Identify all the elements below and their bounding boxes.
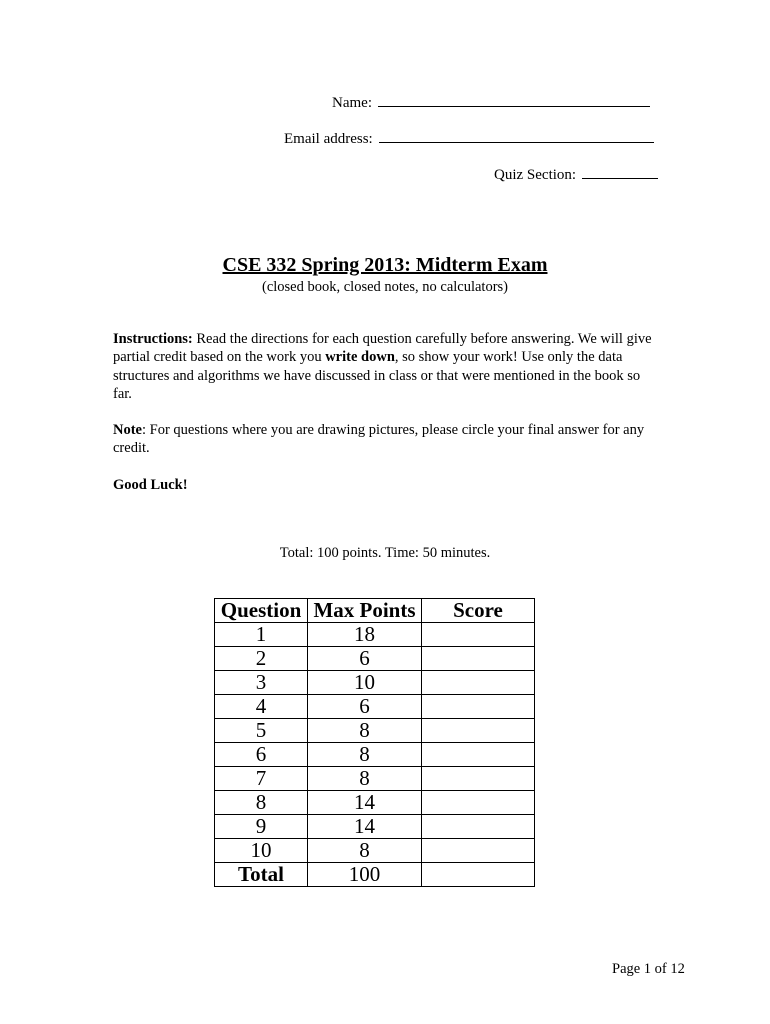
page-number: Page 1 of 12: [612, 961, 685, 977]
score-table-header: [215, 599, 535, 623]
instructions-paragraph: [113, 330, 653, 403]
note-text: : For questions where you are drawing pictures, please circle your final answer for any credit.: [113, 422, 645, 457]
header-question: Question: [215, 599, 308, 623]
max-points: 8: [308, 719, 422, 743]
name-label: Name:: [332, 95, 372, 111]
score-cell[interactable]: [422, 671, 535, 695]
table-row: [215, 815, 535, 839]
question-number: 1: [215, 623, 308, 647]
question-number: 3: [215, 671, 308, 695]
score-cell[interactable]: [422, 815, 535, 839]
question-number: 9: [215, 815, 308, 839]
score-cell[interactable]: [422, 647, 535, 671]
table-row: [215, 839, 535, 863]
table-row: [215, 719, 535, 743]
max-points: 8: [308, 767, 422, 791]
question-number: 5: [215, 719, 308, 743]
max-points: 6: [308, 647, 422, 671]
exam-subtitle: (closed book, closed notes, no calculators): [261, 279, 509, 295]
table-row: [215, 695, 535, 719]
quiz-section-input-line[interactable]: [582, 164, 658, 179]
score-cell[interactable]: [422, 791, 535, 815]
max-points: 10: [308, 671, 422, 695]
score-cell[interactable]: [422, 695, 535, 719]
instructions-emphasis: write down: [325, 349, 395, 366]
max-points: 14: [308, 791, 422, 815]
question-number: 6: [215, 743, 308, 767]
good-luck: Good Luck!: [113, 477, 188, 493]
table-row: [215, 743, 535, 767]
question-number: 2: [215, 647, 308, 671]
email-label: Email address:: [284, 131, 373, 147]
name-input-line[interactable]: [378, 92, 650, 107]
exam-title: CSE 332 Spring 2013: Midterm Exam: [222, 254, 548, 276]
table-row: [215, 791, 535, 815]
quiz-section-label: Quiz Section:: [494, 167, 577, 183]
question-number: 8: [215, 791, 308, 815]
instructions-text-1: Read the directions for each question carefully before answering. We will give partial credit based on the work you: [113, 331, 652, 366]
table-row: [215, 623, 535, 647]
table-row: [215, 767, 535, 791]
instructions-text-2: , so show your work! Use only the data structures and algorithms we have discussed in class or that were mentioned in the book so far.: [113, 349, 641, 402]
score-cell[interactable]: [422, 719, 535, 743]
total-points-line: Total: 100 points. Time: 50 minutes.: [279, 545, 491, 561]
total-score-cell[interactable]: [422, 863, 535, 887]
question-number: 4: [215, 695, 308, 719]
instructions-label: Instructions:: [113, 331, 193, 347]
email-field: [284, 128, 654, 148]
note-paragraph: [113, 421, 653, 458]
header-score: Score: [422, 599, 535, 623]
question-number: 10: [215, 839, 308, 863]
max-points: 18: [308, 623, 422, 647]
total-max-points: 100: [308, 863, 422, 887]
score-cell[interactable]: [422, 743, 535, 767]
email-input-line[interactable]: [379, 128, 654, 143]
quiz-section-field: [494, 164, 658, 184]
score-cell[interactable]: [422, 767, 535, 791]
max-points: 6: [308, 695, 422, 719]
max-points: 8: [308, 839, 422, 863]
max-points: 14: [308, 815, 422, 839]
total-row: [215, 863, 535, 887]
score-cell[interactable]: [422, 623, 535, 647]
table-row: [215, 647, 535, 671]
score-table: [214, 598, 535, 887]
table-row: [215, 671, 535, 695]
question-number: 7: [215, 767, 308, 791]
note-label: Note: [113, 422, 142, 438]
max-points: 8: [308, 743, 422, 767]
header-max-points: Max Points: [308, 599, 422, 623]
score-cell[interactable]: [422, 839, 535, 863]
name-field: [332, 92, 650, 112]
total-label: Total: [215, 863, 308, 887]
